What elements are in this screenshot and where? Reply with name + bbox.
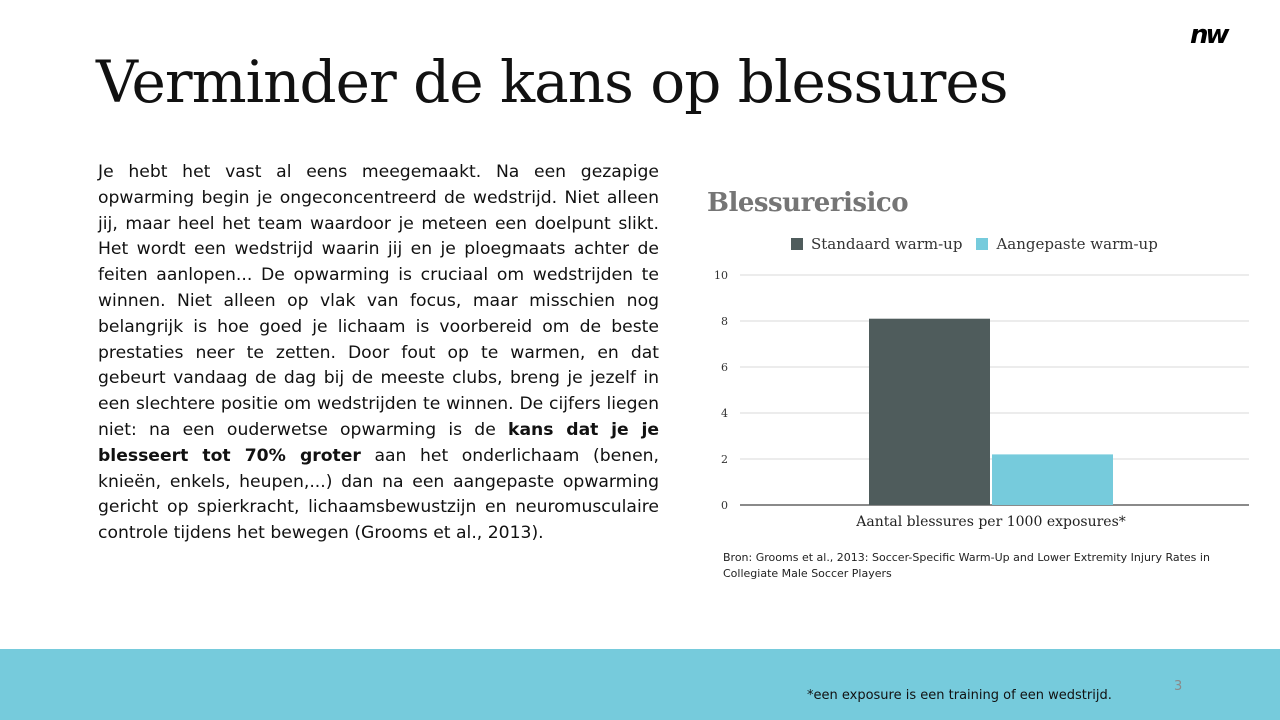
bar-chart [700,260,1260,540]
body-text [98,160,659,547]
y-tick-label: 8 [721,315,728,328]
y-tick-label: 0 [721,499,728,512]
legend-swatch-standaard [791,238,803,250]
chart-legend [791,235,1172,253]
source-citation: Bron: Grooms et al., 2013: Soccer-Specific Warm-Up and Lower Extremity Injury Rates in Collegiate Male Soccer Players [723,551,1210,580]
legend-item-aangepast [976,235,1157,253]
y-tick-label: 10 [714,269,728,282]
bar-aangepast [992,454,1113,505]
y-tick-label: 2 [721,453,728,466]
page-title: Verminder de kans op blessures [96,48,1008,116]
legend-item-standaard [791,235,962,253]
body-text-highlight: kans dat je je blesseert tot 70% groter [98,419,659,466]
bar-standaard [869,319,990,505]
legend-swatch-aangepast [976,238,988,250]
footer-band [0,649,1280,720]
legend-label-aangepast: Aangepaste warm-up [996,235,1158,253]
body-text-intro: Je hebt het vast al eens meegemaakt. Na een gezapige opwarming begin je ongeconcentreerd de wedstrijd. Niet alleen jij, maar heel het team waardoor je meteen een doelpunt slikt. Het wordt een wedstrijd waarin jij en je ploegmaats achter de feiten aanlopen... De opwarming is cruciaal om wedstrijden te winnen. Niet alleen op vlak van focus, maar misschien nog belangrijk is hoe goed je lichaam is voorbereid om de beste prestaties neer te zetten. Door fout op te warmen, en dat gebeurt vandaag de dag bij de meeste clubs, breng je jezelf in een slechtere positie om wedstrijden te winnen. De cijfers liegen niet: na een ouderwetse opwarming is de [98,162,659,440]
page-number: 3 [1174,679,1183,694]
chart-title: Blessurerisico [707,188,909,218]
legend-label-standaard: Standaard warm-up [811,235,963,253]
x-axis-label: Aantal blessures per 1000 exposures* [856,514,1126,530]
brand-logo: nw [1190,20,1227,50]
y-tick-label: 6 [721,361,728,374]
footnote: *een exposure is een training of een wedstrijd. [807,688,1112,703]
y-tick-label: 4 [721,407,728,420]
body-text-conclusion: aan het onderlichaam (benen, knieën, enkels, heupen,...) dan na een aangepaste opwarming gericht op spierkracht, lichaamsbewustzijn en neuromusculaire controle tijdens het bewegen (Grooms et al., 2013). [98,445,659,544]
